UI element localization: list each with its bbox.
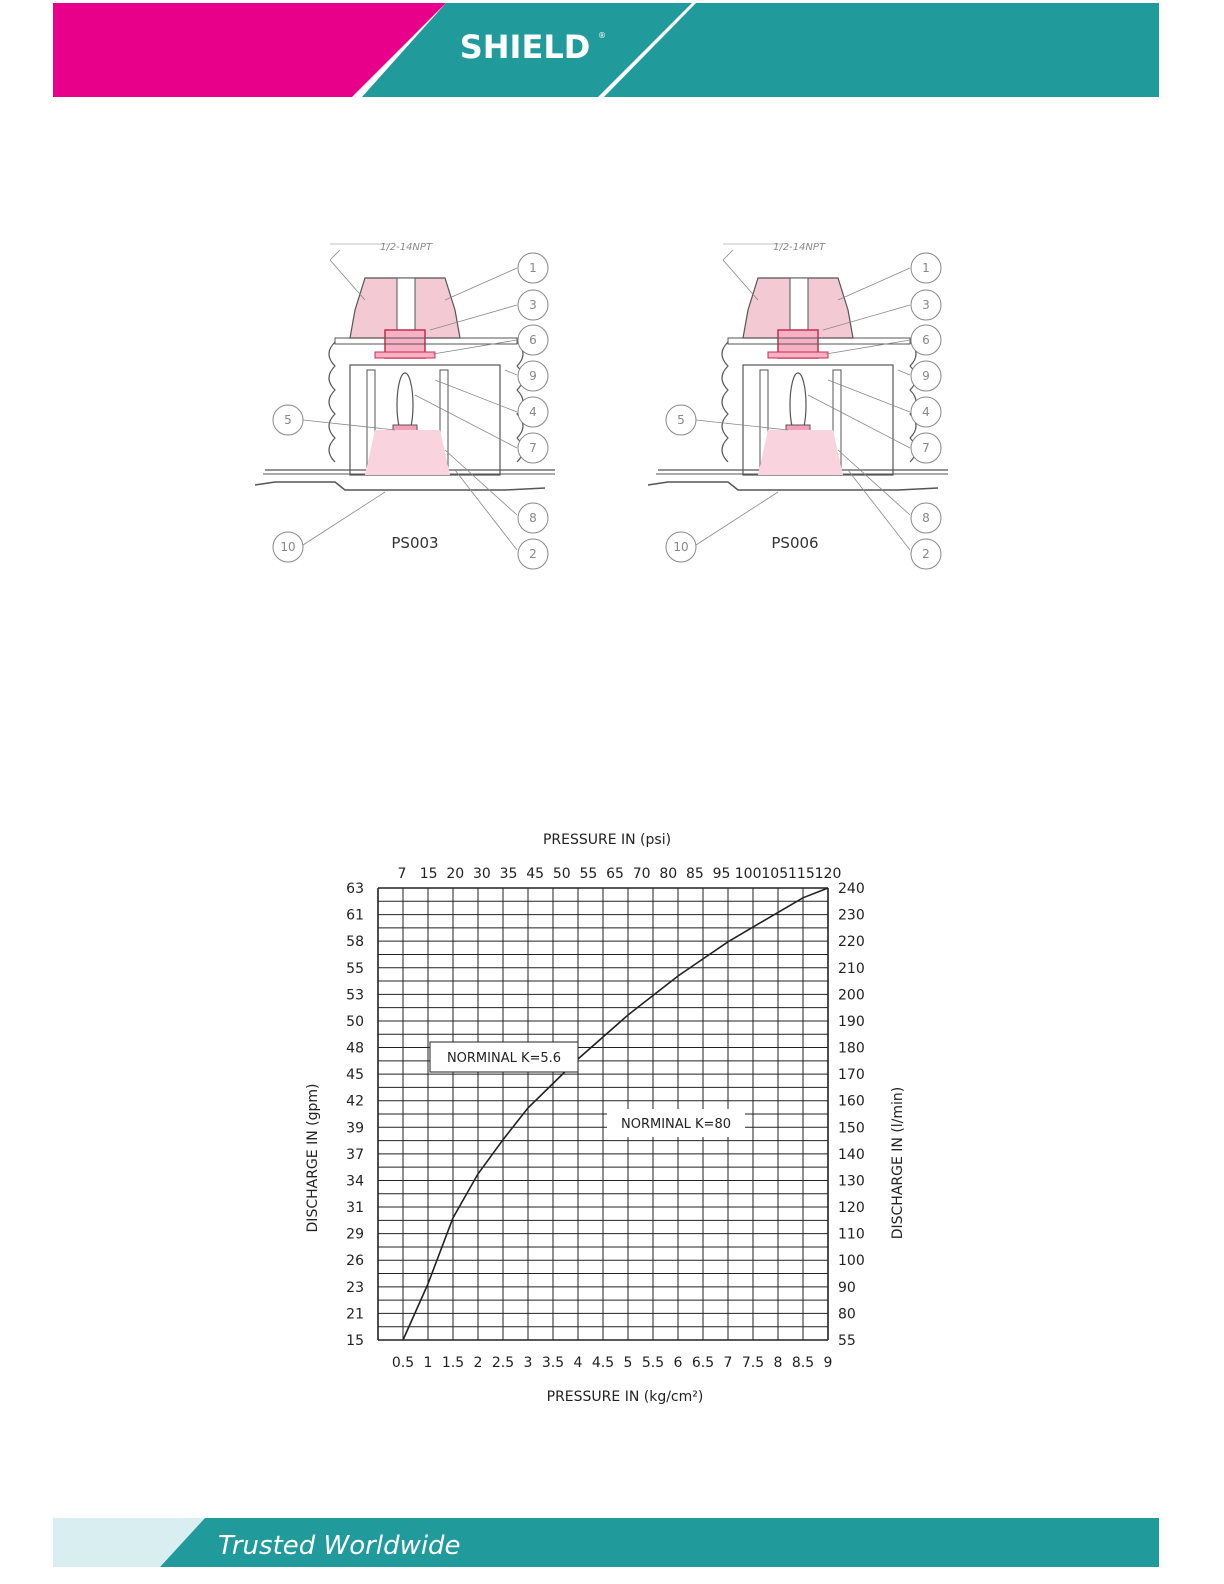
top-tick-label: 50	[552, 866, 571, 882]
model-label: PS006	[771, 534, 819, 552]
callout-label: 2	[922, 547, 930, 561]
callout-label: 8	[529, 511, 537, 525]
callout-label: 9	[922, 369, 930, 383]
diagram-ps006	[648, 242, 948, 569]
callout-label: 5	[284, 413, 292, 427]
right-tick-label: 120	[838, 1200, 865, 1217]
left-tick-label: 48	[346, 1040, 364, 1057]
left-tick-label: 29	[346, 1226, 364, 1243]
right-tick-label: 110	[838, 1226, 865, 1243]
right-tick-label: 80	[838, 1306, 856, 1323]
left-tick-label: 58	[346, 934, 364, 951]
callout-label: 6	[922, 333, 930, 347]
top-tick-label: 7	[397, 866, 407, 882]
left-tick-label: 23	[346, 1279, 364, 1296]
right-tick-label: 240	[838, 881, 865, 897]
bottom-tick-label: 5.5	[641, 1355, 665, 1371]
header-teal-right	[604, 3, 1159, 97]
left-tick-label: 50	[346, 1013, 364, 1030]
bottom-tick-label: 4.5	[591, 1355, 615, 1371]
right-tick-label: 55	[838, 1333, 856, 1349]
bottom-tick-label: 7	[723, 1355, 733, 1371]
bottom-tick-label: 3	[523, 1355, 533, 1371]
left-tick-label: 55	[346, 960, 364, 977]
top-tick-label: 100	[734, 866, 762, 882]
left-tick-label: 63	[346, 881, 364, 897]
left-tick-label: 34	[346, 1173, 364, 1190]
discharge-pressure-chart	[290, 820, 930, 1420]
right-tick-label: 180	[838, 1040, 865, 1057]
callout-label: 4	[529, 405, 537, 419]
top-tick-label: 95	[712, 866, 731, 882]
annotation-label: NORMINAL K=5.6	[446, 1051, 562, 1066]
left-tick-label: 39	[346, 1120, 364, 1137]
annotation-k80	[607, 1109, 745, 1137]
chart-grid	[378, 888, 828, 1340]
bottom-tick-label: 8.5	[791, 1355, 815, 1371]
right-tick-label: 190	[838, 1013, 865, 1030]
bottom-tick-label: 6	[673, 1355, 683, 1371]
footer-tagline: Trusted Worldwide	[218, 1531, 461, 1561]
top-tick-label: 15	[419, 866, 438, 882]
top-tick-label: 35	[499, 866, 518, 882]
top-tick-label: 105	[761, 866, 789, 882]
top-tick-label: 85	[685, 866, 704, 882]
bottom-axis-title: PRESSURE IN (kg/cm²)	[546, 1389, 704, 1405]
callout-label: 8	[922, 511, 930, 525]
thread-label: 1/2-14NPT	[380, 242, 433, 253]
bottom-tick-label: 3.5	[541, 1355, 565, 1371]
right-tick-label: 130	[838, 1173, 865, 1190]
right-tick-label: 100	[838, 1253, 865, 1270]
callout-label: 2	[529, 547, 537, 561]
diagram-ps003	[255, 242, 555, 569]
right-tick-label: 210	[838, 960, 865, 977]
left-tick-label: 37	[346, 1146, 364, 1163]
left-tick-label: 42	[346, 1093, 364, 1110]
registered-mark: ®	[598, 31, 606, 40]
annotation-label: NORMINAL K=80	[621, 1117, 731, 1132]
top-tick-label: 70	[632, 866, 651, 882]
brand-logo: SHIELD	[459, 28, 591, 66]
top-tick-label: 45	[526, 866, 545, 882]
bottom-tick-label: 2.5	[491, 1355, 515, 1371]
chart-ticks	[346, 866, 865, 1371]
top-axis-title: PRESSURE IN (psi)	[542, 832, 672, 848]
left-tick-label: 45	[346, 1067, 364, 1084]
top-tick-label: 20	[446, 866, 465, 882]
left-axis-title: DISCHARGE IN (gpm)	[305, 1083, 321, 1233]
right-tick-label: 140	[838, 1146, 865, 1163]
callout-label: 7	[529, 441, 537, 455]
left-tick-label: 26	[346, 1253, 364, 1270]
callout-label: 4	[922, 405, 930, 419]
right-tick-label: 200	[838, 987, 865, 1004]
left-tick-label: 31	[346, 1200, 364, 1217]
footer-banner	[0, 1515, 1224, 1584]
callout-label: 1	[529, 261, 537, 275]
callout-label: 3	[922, 298, 930, 312]
bottom-tick-label: 2	[473, 1355, 483, 1371]
callout-label: 9	[529, 369, 537, 383]
top-tick-label: 80	[659, 866, 678, 882]
left-tick-label: 61	[346, 907, 364, 924]
bottom-tick-label: 4	[573, 1355, 583, 1371]
bottom-tick-label: 8	[773, 1355, 783, 1371]
bottom-tick-label: 0.5	[391, 1355, 415, 1371]
right-tick-label: 150	[838, 1120, 865, 1137]
right-axis-title: DISCHARGE IN (l/min)	[890, 1086, 906, 1240]
top-tick-label: 65	[606, 866, 624, 882]
callout-label: 3	[529, 298, 537, 312]
callout-label: 1	[922, 261, 930, 275]
top-tick-label: 120	[814, 866, 842, 882]
bottom-tick-label: 7.5	[741, 1355, 765, 1371]
right-tick-label: 90	[838, 1279, 856, 1296]
bottom-tick-label: 9	[823, 1355, 833, 1371]
right-tick-label: 160	[838, 1093, 865, 1110]
callout-label: 5	[677, 413, 685, 427]
header-banner	[0, 0, 1224, 100]
right-tick-label: 220	[838, 934, 865, 951]
model-label: PS003	[391, 534, 439, 552]
top-tick-label: 115	[788, 866, 815, 882]
callout-label: 7	[922, 441, 930, 455]
sprinkler-diagrams	[0, 230, 1224, 590]
top-tick-label: 55	[579, 866, 598, 882]
bottom-tick-label: 1.5	[441, 1355, 465, 1371]
thread-label: 1/2-14NPT	[773, 242, 826, 253]
top-tick-label: 30	[472, 866, 491, 882]
left-tick-label: 15	[346, 1333, 364, 1349]
bottom-tick-label: 5	[623, 1355, 633, 1371]
bottom-tick-label: 6.5	[691, 1355, 715, 1371]
annotation-k56	[430, 1042, 578, 1072]
left-tick-label: 53	[346, 987, 364, 1004]
callout-label: 10	[673, 540, 689, 554]
bottom-tick-label: 1	[423, 1355, 433, 1371]
right-tick-label: 230	[838, 907, 865, 924]
callout-label: 10	[280, 540, 296, 554]
left-tick-label: 21	[346, 1306, 364, 1323]
callout-label: 6	[529, 333, 537, 347]
right-tick-label: 170	[838, 1067, 865, 1084]
